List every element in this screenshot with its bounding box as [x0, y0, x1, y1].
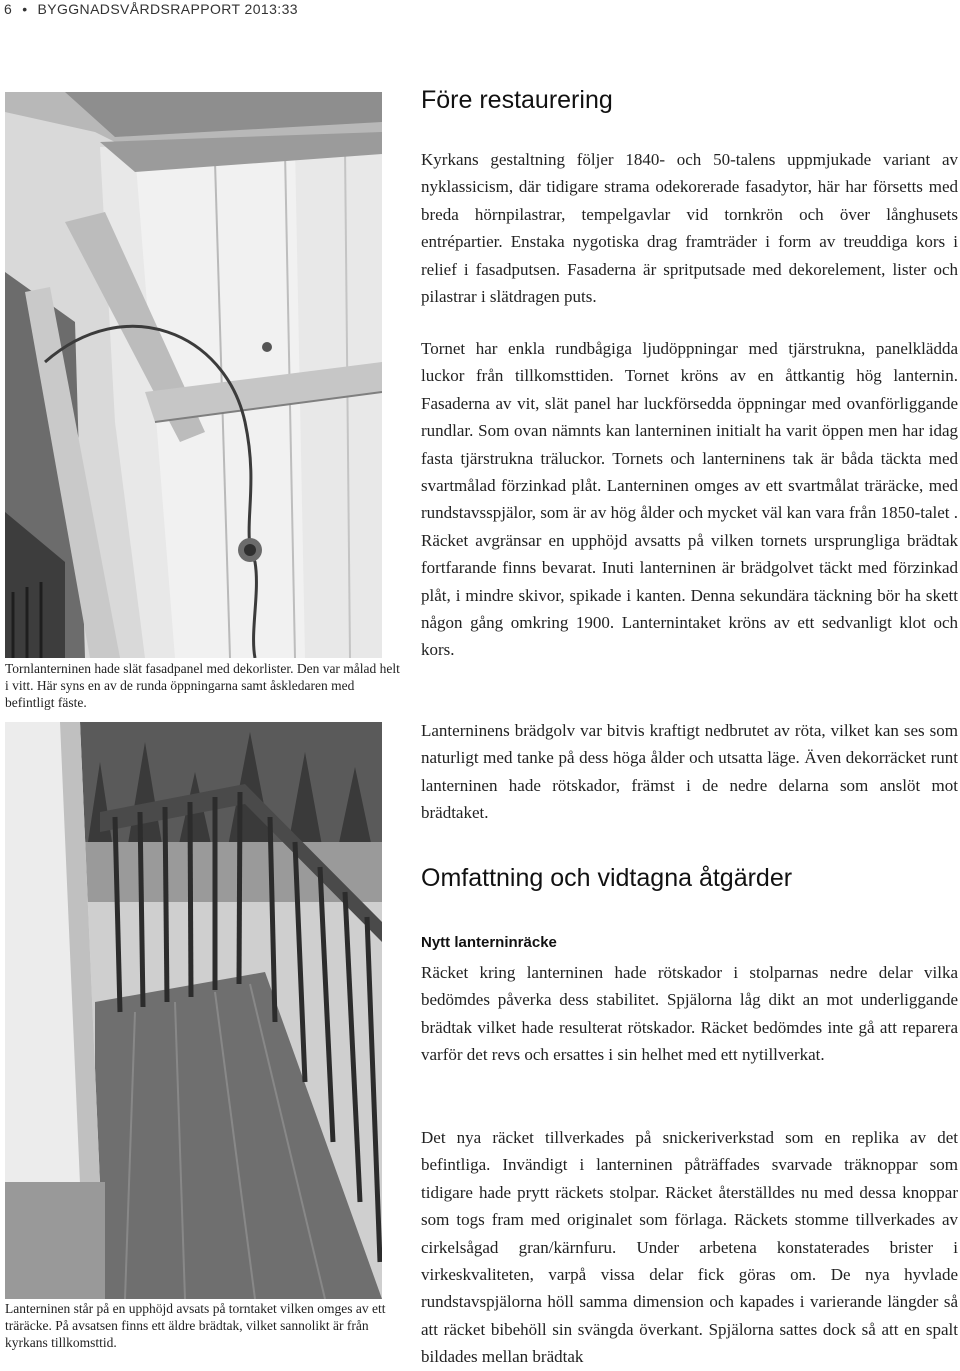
body-paragraph: Tornet har enkla rundbågiga ljudöppningar med tjärstrukna, panelklädda luckor från tillkomsttiden. Tornet kröns av en åttkantig hög lanternin. Fasaderna av vit, slät panel har luckförsedda öppningar med ovanförliggande rundlar. Som ovan nämnts kan lanterninen initialt ha varit öppen men har idag fasta tjärstrukna träluckor. Tornets och lanterninens tak är båda täckta med svartmålad förzinkad plåt. Lanterninen omges av ett svartmålat träräcke, med rundstavsspjälor, som är av hög ålder och mycket väl kan vara från 1850-talet . Räcket avgränsar en upphöjd avsatts på vilken tornets ursprungliga brädtak fortfarande finns bevarat. Inuti lanterninen är brädgolvet täckt med förzinkad plåt, i mindre skivor, spikade i kanten. Denna sekundära täckning bör ha skett någon gång omkring 1900. Lanternintaket kröns av ett sedvanligt klot och kors. [421, 339, 959, 660]
page-number: 6 [4, 1, 13, 17]
report-title: BYGGNADSVÅRDSRAPPORT 2013:33 [37, 1, 298, 17]
body-paragraph: Lanterninens brädgolv var bitvis kraftigt nedbrutet av röta, vilket kan ses som naturligt med tanke på dess höga ålder och utsatta läge. Även dekorräcket runt lanterninen hade rötskador, främst i de nedre delarna som anslöt mot brädtaket. [421, 721, 958, 823]
body-paragraph: Det nya räcket tillverkades på snickeriverkstad som en replika av det befintliga. Invändigt i lanterninen påträffades svarvade träknoppar som tidigare hade prytt räckets stolpar. Räcket återställdes nu med dessa knoppar som togs fram med originalet som förlaga. Räckets stomme tillverkades av cirkelsågad gran/kärnfuru. Under arbetena konstaterades brister i virkeskvaliteten, varpå vissa delar fick göras om. De nya hyvlade rundstavspjälorna höll samma dimension och kapades i varierande längder så att räcket bibehöll sin svängda överkant. Spjälorna sattes dock så att en spalt bildades mellan brädtak [421, 1128, 958, 1367]
section-heading-before-restoration: Före restaurering [421, 86, 613, 114]
photo1-caption: Tornlanterninen hade slät fasadpanel med dekorlister. Den var målad helt i vitt. Här syns en av de runda öppningarna samt åskledaren med befintligt fäste. [5, 661, 400, 710]
photo2-caption: Lanterninen står på en upphöjd avsats på torntaket vilken omges av ett träräcke. På avsatsen finns ett äldre brädtak, vilket sannolikt är från kyrkans tillkomsttid. [5, 1301, 386, 1350]
lantern-railing-photo [5, 722, 382, 1299]
header-separator: • [22, 1, 28, 17]
body-paragraph: Räcket kring lanterninen hade rötskador i stolparnas nedre delar vilka bedömdes påverka dess stabilitet. Spjälorna låg dikt an mot underliggande brädtak vilket hade resulterat rötskador. Räcket bedömdes inte gå att reparera varför det revs och ersattes i sin helhet med ett nytillverkat. [421, 963, 958, 1065]
subheading-new-railing: Nytt lanterninräcke [421, 934, 557, 951]
body-paragraph: Kyrkans gestaltning följer 1840- och 50-talens uppmjukade variant av nyklassicism, där tidigare strama odekorerade fasadytor, här har försetts med breda hörnpilastrar, tempelgavlar vid tornkrön och över långhusets entrépartier. Enstaka nygotiska drag framträder i form av treuddiga kors i relief i fasadputsen. Fasaderna är spritputsade med dekorelement, lister och pilastrar i slätdragen puts. [421, 150, 958, 307]
section-heading-scope-and-measures: Omfattning och vidtagna åtgärder [421, 864, 793, 892]
running-header [4, 1, 298, 17]
lantern-facade-photo [5, 92, 382, 658]
